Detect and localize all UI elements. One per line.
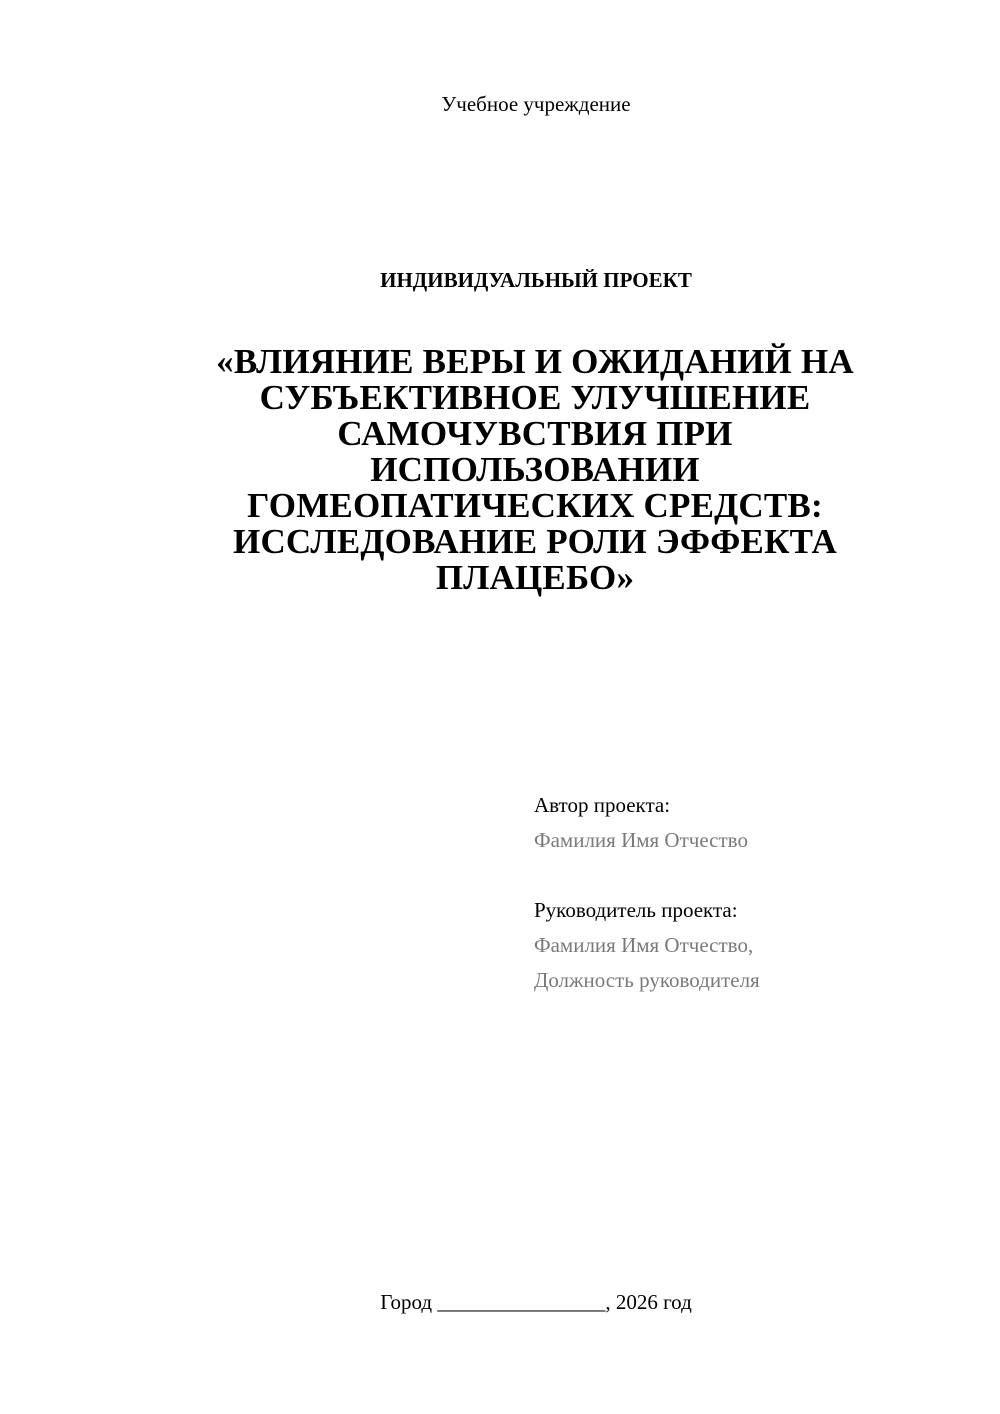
spacer xyxy=(534,858,974,893)
title-line: ИССЛЕДОВАНИЕ РОЛИ ЭФФЕКТА xyxy=(233,522,837,561)
author-name: Фамилия Имя Отчество xyxy=(534,828,748,852)
roles-block xyxy=(534,788,974,998)
title-line: САМОЧУВСТВИЯ ПРИ xyxy=(337,414,733,453)
supervisor-position: Должность руководителя xyxy=(534,968,760,992)
supervisor-label: Руководитель проекта: xyxy=(534,898,738,922)
title-line: ПЛАЦЕБО» xyxy=(435,558,635,597)
title-line: «ВЛИЯНИЕ ВЕРЫ И ОЖИДАНИЙ НА xyxy=(216,342,854,381)
author-label: Автор проекта: xyxy=(534,793,671,817)
supervisor-name: Фамилия Имя Отчество, xyxy=(534,933,754,957)
title-line: ИСПОЛЬЗОВАНИИ xyxy=(370,450,700,489)
institution-name: Учебное учреждение xyxy=(441,92,631,116)
title-line: СУБЪЕКТИВНОЕ УЛУЧШЕНИЕ xyxy=(259,378,811,417)
title-line: ГОМЕОПАТИЧЕСКИХ СРЕДСТВ: xyxy=(247,486,823,525)
project-title xyxy=(170,344,900,596)
city-year-footer: Город ________________, 2026 год xyxy=(380,1290,692,1314)
project-type-heading: ИНДИВИДУАЛЬНЫЙ ПРОЕКТ xyxy=(380,268,692,292)
